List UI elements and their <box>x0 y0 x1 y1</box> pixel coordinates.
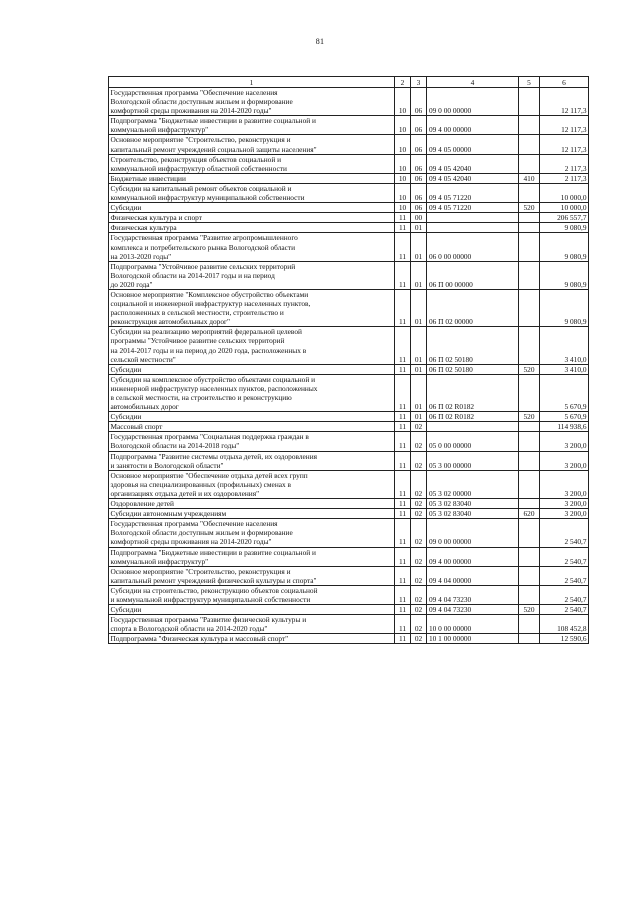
row-name: Подпрограмма "Развитие системы отдыха детей, их оздоровления и занятости в Вологодской области" <box>109 451 395 470</box>
row-section: 11 <box>395 233 411 261</box>
row-section: 11 <box>395 605 411 615</box>
row-section: 11 <box>395 519 411 547</box>
row-target-item: 05 3 02 83040 <box>427 499 519 509</box>
row-target-item: 09 4 04 00000 <box>427 566 519 585</box>
row-name: Государственная программа "Развитие физической культуры и спорта в Вологодской области на 2014-2020 годы" <box>109 615 395 634</box>
table-row <box>109 412 589 422</box>
column-header: 3 <box>411 77 427 88</box>
row-amount: 3 200,0 <box>540 509 589 519</box>
row-subsection: 06 <box>411 135 427 154</box>
row-expense-type: 520 <box>519 364 540 374</box>
row-amount: 2 540,7 <box>540 566 589 585</box>
row-target-item: 10 1 00 00000 <box>427 634 519 644</box>
row-subsection: 02 <box>411 585 427 604</box>
row-amount: 9 080,9 <box>540 233 589 261</box>
row-section: 11 <box>395 412 411 422</box>
table-row <box>109 451 589 470</box>
row-section: 11 <box>395 422 411 432</box>
row-target-item: 09 4 04 73230 <box>427 605 519 615</box>
row-expense-type <box>519 432 540 451</box>
row-amount: 114 938,6 <box>540 422 589 432</box>
row-section: 11 <box>395 470 411 498</box>
row-section: 10 <box>395 173 411 183</box>
table-body <box>109 88 589 644</box>
row-subsection: 02 <box>411 519 427 547</box>
row-expense-type <box>519 499 540 509</box>
row-section: 11 <box>395 634 411 644</box>
row-expense-type <box>519 213 540 223</box>
row-target-item: 09 4 05 00000 <box>427 135 519 154</box>
row-section: 10 <box>395 88 411 116</box>
row-subsection: 02 <box>411 499 427 509</box>
row-section: 11 <box>395 261 411 289</box>
row-name: Государственная программа "Обеспечение населения Вологодской области доступным жильем и формирование комфортной среды проживания на 2014-2020 годы" <box>109 519 395 547</box>
row-name: Основное мероприятие "Обеспечение отдыха детей всех групп здоровья на специализированных (профильных) сменах в организациях отдыха детей и их оздоровления" <box>109 470 395 498</box>
row-target-item: 06 П 02 50180 <box>427 364 519 374</box>
row-name: Строительство, реконструкция объектов социальной и коммунальной инфраструктур областной собственности <box>109 154 395 173</box>
row-name: Субсидии <box>109 364 395 374</box>
row-section: 10 <box>395 135 411 154</box>
table-row <box>109 154 589 173</box>
column-header: 6 <box>540 77 589 88</box>
row-section: 11 <box>395 499 411 509</box>
row-expense-type: 520 <box>519 412 540 422</box>
row-subsection: 01 <box>411 223 427 233</box>
row-name: Субсидии на строительство, реконструкцию объектов социальной и коммунальной инфраструктур муниципальной собственности <box>109 585 395 604</box>
table-row <box>109 615 589 634</box>
row-amount: 2 540,7 <box>540 605 589 615</box>
table-row <box>109 183 589 202</box>
row-section: 10 <box>395 154 411 173</box>
row-name: Физическая культура <box>109 223 395 233</box>
table-row <box>109 432 589 451</box>
row-amount: 12 117,3 <box>540 88 589 116</box>
row-target-item: 09 4 05 42040 <box>427 154 519 173</box>
row-name: Субсидии <box>109 412 395 422</box>
row-expense-type <box>519 289 540 326</box>
table-row <box>109 634 589 644</box>
table-row <box>109 374 589 411</box>
row-amount: 3 200,0 <box>540 470 589 498</box>
row-target-item <box>427 213 519 223</box>
table-row <box>109 135 589 154</box>
row-target-item: 10 0 00 00000 <box>427 615 519 634</box>
row-target-item: 05 3 00 00000 <box>427 451 519 470</box>
table-row <box>109 470 589 498</box>
table-row <box>109 223 589 233</box>
row-section: 11 <box>395 585 411 604</box>
row-amount: 10 000,0 <box>540 203 589 213</box>
table-row <box>109 547 589 566</box>
table-row <box>109 116 589 135</box>
row-section: 11 <box>395 451 411 470</box>
row-expense-type: 410 <box>519 173 540 183</box>
row-section: 11 <box>395 364 411 374</box>
row-target-item: 09 4 04 73230 <box>427 585 519 604</box>
row-name: Субсидии автономным учреждениям <box>109 509 395 519</box>
row-target-item <box>427 422 519 432</box>
row-amount: 2 540,7 <box>540 519 589 547</box>
row-target-item: 09 4 00 00000 <box>427 116 519 135</box>
row-subsection: 02 <box>411 509 427 519</box>
row-subsection: 02 <box>411 422 427 432</box>
table-row <box>109 261 589 289</box>
row-subsection: 01 <box>411 412 427 422</box>
row-subsection: 02 <box>411 566 427 585</box>
row-expense-type <box>519 519 540 547</box>
row-name: Оздоровление детей <box>109 499 395 509</box>
row-subsection: 01 <box>411 374 427 411</box>
row-expense-type <box>519 135 540 154</box>
row-section: 10 <box>395 183 411 202</box>
row-target-item: 06 0 00 00000 <box>427 233 519 261</box>
row-subsection: 06 <box>411 116 427 135</box>
table-row <box>109 289 589 326</box>
row-expense-type <box>519 88 540 116</box>
row-amount: 3 410,0 <box>540 364 589 374</box>
row-amount: 206 557,7 <box>540 213 589 223</box>
row-amount: 9 080,9 <box>540 261 589 289</box>
row-name: Подпрограмма "Бюджетные инвестиции в развитие социальной и коммунальной инфраструктур" <box>109 547 395 566</box>
row-expense-type <box>519 154 540 173</box>
row-subsection: 06 <box>411 88 427 116</box>
row-amount: 9 080,9 <box>540 289 589 326</box>
row-subsection: 06 <box>411 183 427 202</box>
row-section: 11 <box>395 374 411 411</box>
row-target-item: 09 4 05 71220 <box>427 203 519 213</box>
row-subsection: 02 <box>411 615 427 634</box>
row-expense-type <box>519 451 540 470</box>
row-name: Субсидии на реализацию мероприятий федеральной целевой программы "Устойчивое развитие сельских территорий на 2014-2017 годы и на период до 2020 года, расположенных в сельской местности" <box>109 327 395 364</box>
row-name: Подпрограмма "Устойчивое развитие сельских территорий Вологодской области на 2014-2017 годы и на период до 2020 года" <box>109 261 395 289</box>
row-subsection: 02 <box>411 605 427 615</box>
row-subsection: 02 <box>411 451 427 470</box>
row-section: 11 <box>395 223 411 233</box>
row-amount: 12 117,3 <box>540 116 589 135</box>
row-name: Физическая культура и спорт <box>109 213 395 223</box>
table-row <box>109 519 589 547</box>
row-name: Субсидии на комплексное обустройство объектами социальной и инженерной инфраструктур населенных пунктов, расположенных в сельской местности, на строительство и реконструкцию автомобильных дорог <box>109 374 395 411</box>
row-amount: 9 080,9 <box>540 223 589 233</box>
row-amount: 3 410,0 <box>540 327 589 364</box>
row-target-item: 09 0 00 00000 <box>427 519 519 547</box>
row-subsection: 02 <box>411 634 427 644</box>
table-row <box>109 327 589 364</box>
row-section: 11 <box>395 547 411 566</box>
row-amount: 3 200,0 <box>540 432 589 451</box>
column-header: 1 <box>109 77 395 88</box>
row-subsection: 02 <box>411 470 427 498</box>
row-expense-type <box>519 422 540 432</box>
table-row <box>109 566 589 585</box>
row-section: 11 <box>395 327 411 364</box>
row-amount: 5 670,9 <box>540 374 589 411</box>
table-row <box>109 499 589 509</box>
row-name: Субсидии <box>109 203 395 213</box>
row-subsection: 01 <box>411 364 427 374</box>
table-row <box>109 203 589 213</box>
row-subsection: 06 <box>411 173 427 183</box>
row-target-item: 05 0 00 00000 <box>427 432 519 451</box>
row-name: Государственная программа "Развитие агропромышленного комплекса и потребительского рынка Вологодской области на 2013-2020 годы" <box>109 233 395 261</box>
table-row <box>109 88 589 116</box>
row-subsection: 06 <box>411 154 427 173</box>
table-row <box>109 509 589 519</box>
row-target-item: 06 П 02 50180 <box>427 327 519 364</box>
row-name: Подпрограмма "Бюджетные инвестиции в развитие социальной и коммунальной инфраструктур" <box>109 116 395 135</box>
row-subsection: 01 <box>411 289 427 326</box>
row-target-item: 05 3 02 83040 <box>427 509 519 519</box>
table-row <box>109 233 589 261</box>
row-subsection: 00 <box>411 213 427 223</box>
row-section: 10 <box>395 116 411 135</box>
row-amount: 5 670,9 <box>540 412 589 422</box>
table-row <box>109 585 589 604</box>
row-subsection: 01 <box>411 327 427 364</box>
row-amount: 2 540,7 <box>540 547 589 566</box>
row-amount: 10 000,0 <box>540 183 589 202</box>
row-name: Основное мероприятие "Комплексное обустройство объектами социальной и инженерной инфраструктур населенных пунктов, расположенных в сельской местности, строительство и реконструкция автомобильных дорог" <box>109 289 395 326</box>
row-name: Основное мероприятие "Строительство, реконструкция и капитальный ремонт учреждений физической культуры и спорта" <box>109 566 395 585</box>
budget-table <box>108 76 589 644</box>
row-amount: 2 540,7 <box>540 585 589 604</box>
table-row <box>109 213 589 223</box>
row-expense-type <box>519 566 540 585</box>
row-name: Субсидии на капитальный ремонт объектов социальной и коммунальной инфраструктур муниципальной собственности <box>109 183 395 202</box>
table-row <box>109 605 589 615</box>
row-expense-type <box>519 585 540 604</box>
row-section: 11 <box>395 432 411 451</box>
page-number: 81 <box>315 37 325 46</box>
row-expense-type: 520 <box>519 203 540 213</box>
row-section: 11 <box>395 566 411 585</box>
row-expense-type <box>519 547 540 566</box>
row-name: Бюджетные инвестиции <box>109 173 395 183</box>
row-target-item: 05 3 02 00000 <box>427 470 519 498</box>
row-section: 11 <box>395 289 411 326</box>
row-section: 11 <box>395 213 411 223</box>
row-expense-type <box>519 615 540 634</box>
row-expense-type <box>519 634 540 644</box>
row-expense-type: 620 <box>519 509 540 519</box>
row-section: 10 <box>395 203 411 213</box>
row-target-item: 09 4 05 71220 <box>427 183 519 202</box>
row-subsection: 02 <box>411 547 427 566</box>
row-subsection: 02 <box>411 432 427 451</box>
row-amount: 12 117,3 <box>540 135 589 154</box>
row-target-item: 09 4 00 00000 <box>427 547 519 566</box>
row-target-item: 09 4 05 42040 <box>427 173 519 183</box>
row-expense-type <box>519 116 540 135</box>
column-header: 5 <box>519 77 540 88</box>
table-row <box>109 422 589 432</box>
row-amount: 2 117,3 <box>540 154 589 173</box>
row-name: Основное мероприятие "Строительство, реконструкция и капитальный ремонт учреждений социальной защиты населения" <box>109 135 395 154</box>
row-name: Государственная программа "Обеспечение населения Вологодской области доступным жильем и формирование комфортной среды проживания на 2014-2020 годы" <box>109 88 395 116</box>
row-name: Подпрограмма "Физическая культура и массовый спорт" <box>109 634 395 644</box>
row-subsection: 06 <box>411 203 427 213</box>
row-amount: 3 200,0 <box>540 499 589 509</box>
row-target-item: 06 П 02 R0182 <box>427 412 519 422</box>
row-amount: 3 200,0 <box>540 451 589 470</box>
row-expense-type <box>519 233 540 261</box>
row-target-item: 06 П 00 00000 <box>427 261 519 289</box>
row-amount: 108 452,8 <box>540 615 589 634</box>
row-target-item: 06 П 02 R0182 <box>427 374 519 411</box>
row-expense-type <box>519 261 540 289</box>
row-expense-type <box>519 223 540 233</box>
row-expense-type <box>519 327 540 364</box>
row-target-item <box>427 223 519 233</box>
row-section: 11 <box>395 615 411 634</box>
column-header: 2 <box>395 77 411 88</box>
row-amount: 2 117,3 <box>540 173 589 183</box>
row-name: Государственная программа "Социальная поддержка граждан в Вологодской области на 2014-2018 годы" <box>109 432 395 451</box>
row-section: 11 <box>395 509 411 519</box>
row-amount: 12 590,6 <box>540 634 589 644</box>
row-subsection: 01 <box>411 233 427 261</box>
row-subsection: 01 <box>411 261 427 289</box>
column-header: 4 <box>427 77 519 88</box>
row-target-item: 06 П 02 00000 <box>427 289 519 326</box>
table-row <box>109 364 589 374</box>
row-expense-type <box>519 183 540 202</box>
row-expense-type: 520 <box>519 605 540 615</box>
table-row <box>109 173 589 183</box>
row-expense-type <box>519 374 540 411</box>
row-name: Субсидии <box>109 605 395 615</box>
row-target-item: 09 0 00 00000 <box>427 88 519 116</box>
row-expense-type <box>519 470 540 498</box>
table-header-row <box>109 77 589 88</box>
row-name: Массовый спорт <box>109 422 395 432</box>
